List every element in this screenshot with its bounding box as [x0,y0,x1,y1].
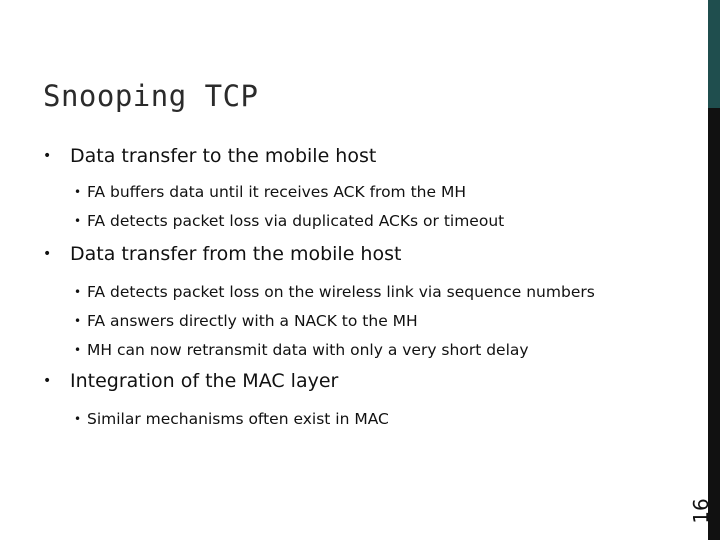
bullet-icon: • [74,412,82,426]
section-heading-text: Data transfer from the mobile host [70,243,402,265]
slide-title: Snooping TCP [43,79,259,113]
bullet-icon: • [74,314,82,328]
bullet-icon: • [74,285,82,299]
list-item-text: FA answers directly with a NACK to the MH [87,312,418,330]
bullet-icon: • [43,373,52,389]
section-heading-text: Integration of the MAC layer [70,370,339,392]
accent-bar-bottom [708,108,720,540]
list-item-text: MH can now retransmit data with only a very short delay [87,341,529,359]
list-item-text: Similar mechanisms often exist in MAC [87,410,389,428]
bullet-icon: • [74,185,82,199]
section-heading-text: Data transfer to the mobile host [70,145,377,167]
slide-number: 16 [689,498,713,524]
bullet-icon: • [43,246,52,262]
bullet-icon: • [74,214,82,228]
list-item-text: FA detects packet loss on the wireless link via sequence numbers [87,283,595,301]
bullet-icon: • [74,343,82,357]
bullet-icon: • [43,148,52,164]
list-item-text: FA detects packet loss via duplicated ACKs or timeout [87,212,505,230]
accent-bar-top [708,0,720,108]
list-item-text: FA buffers data until it receives ACK from the MH [87,183,466,201]
bullet-list [30,0,690,540]
